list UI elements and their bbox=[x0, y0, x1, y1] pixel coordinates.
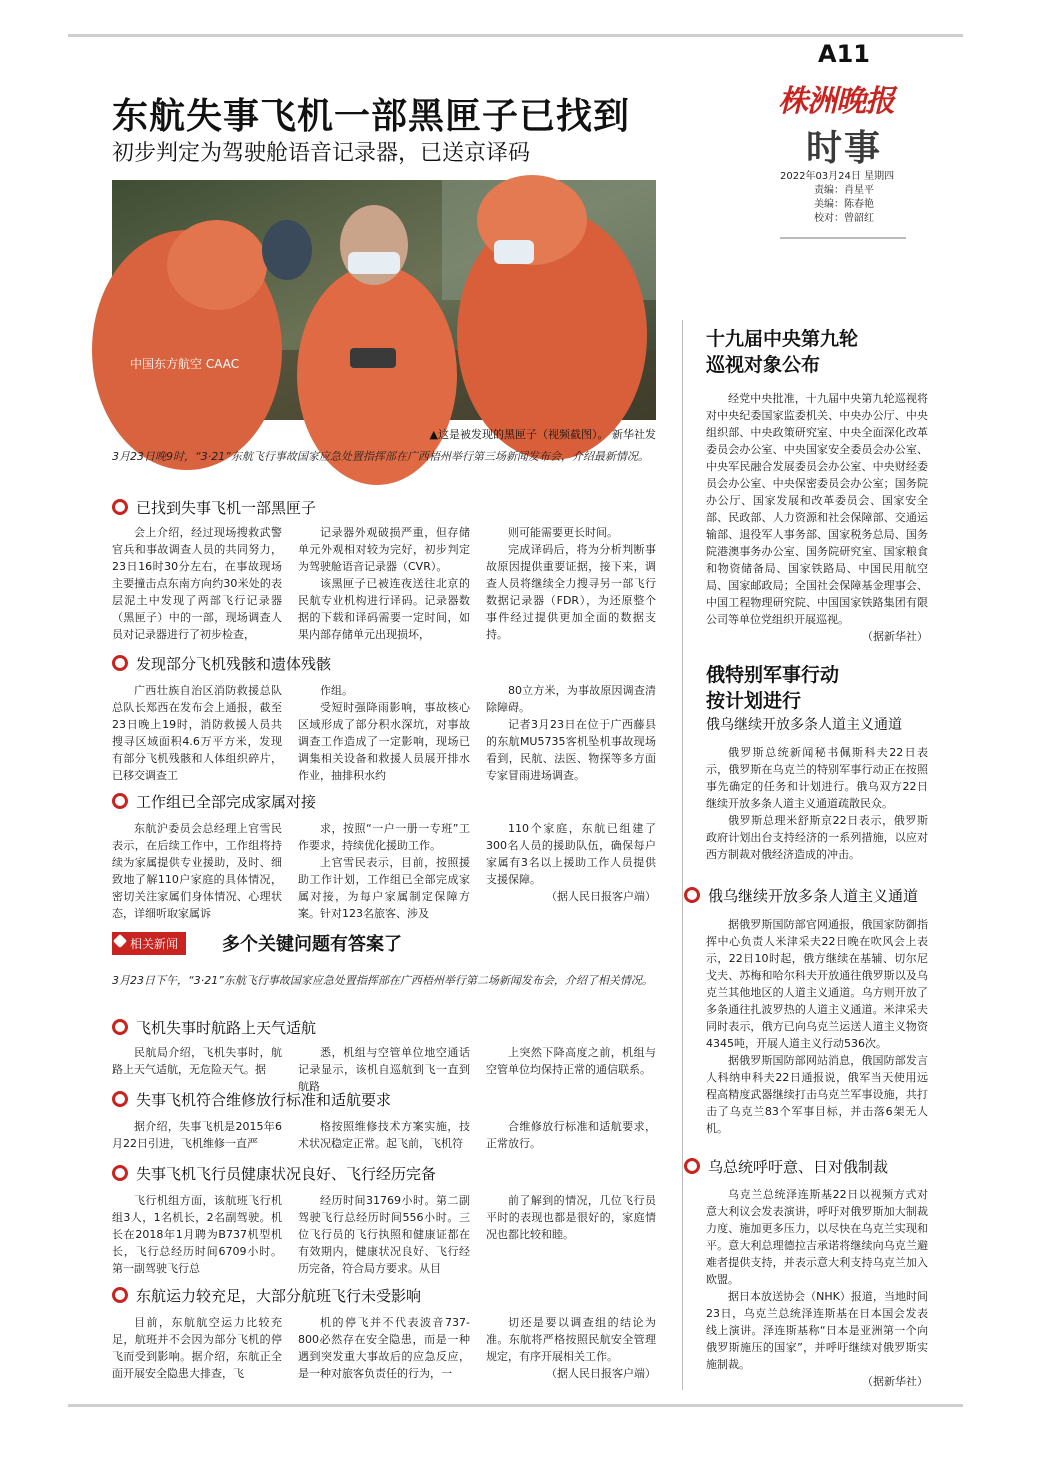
paragraph: 80立方米，为事故原因调查清除障碍。 bbox=[486, 684, 656, 714]
sidebar-column bbox=[706, 390, 928, 643]
subsection-title: 失事飞机飞行员健康状况良好、飞行经历完备 bbox=[136, 1164, 437, 1183]
main-headline: 东航失事飞机一部黑匣子已找到 bbox=[112, 96, 631, 137]
paragraph: 切还是要以调查组的结论为准。东航将严格按照民航安全管理规定，有序开展相关工作。 bbox=[486, 1316, 656, 1363]
article-column bbox=[486, 1044, 656, 1080]
page-number: A11 bbox=[818, 40, 870, 68]
paragraph: 据俄罗斯国防部网站消息，俄国防部发言人科纳申科夫22日通报说，俄军当天使用远程高精度武器继续打击乌克兰军事设施，共打击了乌克兰83个军事目标，并击落6架无人机。 bbox=[706, 1054, 928, 1135]
paragraph: 上突然下降高度之前，机组与空管单位均保持正常的通信联系。 bbox=[486, 1046, 656, 1076]
article-column bbox=[112, 1192, 282, 1278]
paragraph: 会上介绍，经过现场搜救武警官兵和事故调查人员的共同努力，23日16时30分左右，在事故现场主要撞击点东南方向约30米处的表层泥土中发现了两部飞行记录器（黑匣子）中的一部，现场调查人员对记录器进行了初步检查， bbox=[112, 526, 282, 641]
black-box-photo bbox=[112, 180, 656, 420]
related-news-header bbox=[112, 930, 402, 956]
article-column bbox=[486, 1314, 656, 1386]
paragraph: 则可能需要更长时间。 bbox=[508, 526, 618, 539]
article-column bbox=[112, 1044, 282, 1080]
bullet-icon bbox=[112, 1165, 128, 1181]
paragraph: 广西壮族自治区消防救援总队总队长郑西在发布会上通报，截至23日晚上19时，消防救援人员共搜寻区域面积4.6万平方米，发现有部分飞机残骸和人体组织碎片，已移交调查工 bbox=[112, 684, 282, 782]
subsection-title: 乌总统呼吁意、日对俄制裁 bbox=[708, 1157, 889, 1176]
sidebar-column bbox=[706, 916, 928, 1146]
paragraph: 受短时强降雨影响，事故核心区域形成了部分积水深坑，对事故调查工作造成了一定影响，现场已调集相关设备和救援人员展开排水作业，抽排积水约 bbox=[298, 701, 470, 782]
subsection-title: 发现部分飞机残骸和遗体残骸 bbox=[136, 654, 332, 673]
subsection-title: 飞机失事时航路上天气适航 bbox=[136, 1018, 317, 1037]
tag-label: 相关新闻 bbox=[130, 936, 179, 951]
title-line: 俄特别军事行动 bbox=[706, 664, 840, 686]
paragraph: 合维修放行标准和适航要求，正常放行。 bbox=[486, 1120, 656, 1150]
sidebar-story-subtitle: 俄乌继续开放多条人道主义通道 bbox=[706, 717, 902, 733]
article-column bbox=[486, 682, 656, 786]
subsection-heading bbox=[112, 1284, 421, 1306]
title-line: 按计划进行 bbox=[706, 690, 802, 712]
bullet-icon bbox=[684, 887, 700, 903]
paragraph: 该黑匣子已被连夜送往北京的民航专业机构进行译码。记录器数据的下载和译码需要一定时间，如果内部存储单元出现损坏， bbox=[298, 577, 470, 641]
bullet-icon bbox=[112, 1091, 128, 1107]
paragraph: 飞行机组方面，该航班飞行机组3人，1名机长，2名副驾驶。机长在2018年1月聘为B737机型机长，飞行总经历时间6709小时。第一副驾驶飞行总 bbox=[112, 1194, 282, 1275]
sidebar-story-title bbox=[706, 326, 858, 378]
paragraph: 俄罗斯总统新闻秘书佩斯科夫22日表示，俄罗斯在乌克兰的特别军事行动正在按照事先确定的任务和计划进行。俄乌双方22日继续开放多条人道主义通道疏散民众。 bbox=[706, 746, 928, 810]
paragraph: 完成译码后，将为分析判断事故原因提供重要证据，接下来，调查人员将继续全力搜寻另一部飞行数据记录器（FDR），为还原整个事件经过提供更加全面的数据支持。 bbox=[486, 543, 656, 641]
subsection-heading bbox=[112, 1016, 316, 1038]
subsection-title: 失事飞机符合维修放行标准和适航要求 bbox=[136, 1090, 392, 1109]
designer-credit: 美编：陈春艳 bbox=[814, 199, 874, 210]
article-column bbox=[112, 820, 282, 924]
section-name: 时事 bbox=[806, 127, 883, 169]
paragraph: 格按照维修技术方案实施，技术状况稳定正常。起飞前，飞机符 bbox=[298, 1120, 470, 1150]
main-subheadline: 初步判定为驾驶舱语音记录器，已送京译码 bbox=[112, 141, 531, 166]
paragraph: 经历时间31769小时。第二副驾驶飞行总经历时间556小时。三位飞行员的飞行执照和健康证都在有效期内，健康状况良好、飞行经历完备，符合局方要求。从目 bbox=[298, 1194, 470, 1275]
paragraph: 东航沪委员会总经理上官雪民表示，在后续工作中，工作组将持续为家属提供专业援助，及时、细致地了解110户家庭的具体情况，密切关注家属们身体情况、心理状态，详细听取家属诉 bbox=[112, 822, 282, 920]
article-column bbox=[298, 820, 470, 924]
subsection-title: 俄乌继续开放多条人道主义通道 bbox=[708, 886, 919, 905]
article-column bbox=[298, 1118, 470, 1154]
subsection-title: 工作组已全部完成家属对接 bbox=[136, 792, 317, 811]
bottom-rule bbox=[68, 1404, 963, 1407]
issue-date: 2022年03月24日 星期四 bbox=[780, 171, 895, 182]
source-credit: （据新华社） bbox=[862, 1375, 928, 1388]
paragraph: 求，按照“一户一册一专班”工作要求，持续优化援助工作。 bbox=[298, 822, 470, 852]
sidebar-story-title bbox=[706, 662, 839, 714]
sidebar-column bbox=[706, 1186, 928, 1392]
article-column bbox=[112, 682, 282, 786]
bullet-icon bbox=[112, 793, 128, 809]
article-column bbox=[298, 1314, 470, 1386]
editor-credit: 责编：肖星平 bbox=[814, 185, 874, 196]
related-lede: 3月23日下午，“3·21”东航飞行事故国家应急处置指挥部在广西梧州举行第二场新闻发布会，介绍了相关情况。 bbox=[112, 974, 653, 987]
subsection-heading bbox=[112, 790, 316, 812]
paragraph: 俄罗斯总理米舒斯京22日表示，俄罗斯政府计划出台支持经济的一系列措施，以应对西方制裁对俄经济造成的冲击。 bbox=[706, 814, 928, 861]
article-column bbox=[298, 1044, 470, 1093]
article-column bbox=[486, 1192, 656, 1278]
paragraph: 据日本放送协会（NHK）报道，当地时间23日，乌克兰总统泽连斯基在日本国会发表线上演讲。泽连斯基称“日本是亚洲第一个向俄罗斯施压的国家”，并呼吁继续对俄罗斯实施制裁。 bbox=[706, 1290, 928, 1371]
subsection-heading bbox=[112, 1162, 436, 1184]
related-news-tag bbox=[112, 932, 186, 955]
subsection-heading bbox=[684, 884, 918, 906]
paragraph: 110个家庭，东航已组建了300名人员的援助队伍，确保每户家属有3名以上援助工作人员提供支援保障。 bbox=[486, 822, 656, 886]
subsection-heading bbox=[684, 1155, 888, 1177]
bullet-icon bbox=[112, 1287, 128, 1303]
paragraph: 悉，机组与空管单位地空通话记录显示，该机自巡航到飞一直到航路 bbox=[298, 1046, 470, 1093]
vest-logo-text: 中国东方航空 CAAC bbox=[130, 357, 240, 371]
paragraph: 乌克兰总统泽连斯基22日以视频方式对意大利议会发表演讲，呼吁对俄罗斯加大制裁力度、施加更多压力，以尽快在乌克兰实现和平。意大利总理德拉吉承诺将继续向乌克兰避难者提供支持，并表示意大利支持乌克兰加入欧盟。 bbox=[706, 1188, 928, 1286]
article-column bbox=[486, 524, 656, 644]
paragraph: 经党中央批准，十九届中央第九轮巡视将对中央纪委国家监委机关、中央办公厅、中央组织部、中央政策研究室、中央全面深化改革委员会办公室、中央国家安全委员会办公室、中央军民融合发展委员会办公室、中央财经委员会办公室、中央保密委员会办公室；国务院办公厅、国家发展和改革委员会、国家安全部、民政部、人力资源和社会保障部、交通运输部、退役军人事务部、国家税务总局、国务院港澳事务办公室、国务院研究室、国家粮食和物资储备局、国家铁路局、中国民用航空局、国家邮政局；全国社会保障基金理事会、中国工程物理研究院、中国国家铁路集团有限公司等单位党组织开展巡视。 bbox=[706, 392, 928, 626]
source-credit: （据人民日报客户端） bbox=[546, 1367, 656, 1380]
paragraph: 上官雪民表示，目前，按照援助工作计划，工作组已全部完成家属对接，为每户家属制定保障方案。针对123名旅客、涉及 bbox=[298, 856, 470, 920]
article-column bbox=[486, 820, 656, 924]
page-meta bbox=[780, 170, 940, 226]
paragraph: 记录器外观破损严重，但存储单元外观相对较为完好，初步判定为驾驶舱语音记录器（CVR）。 bbox=[298, 526, 470, 573]
photo-illustration bbox=[112, 180, 656, 420]
paragraph: 作组。 bbox=[320, 684, 353, 697]
paragraph: 据介绍，失事飞机是2015年6月22日引进，飞机维修一直严 bbox=[112, 1120, 282, 1150]
paragraph: 民航局介绍，飞机失事时，航路上天气适航，无危险天气。据 bbox=[112, 1046, 282, 1076]
subsection-heading bbox=[112, 1088, 391, 1110]
article-column bbox=[298, 524, 470, 644]
article-column bbox=[112, 524, 282, 644]
subsection-title: 东航运力较充足，大部分航班飞行未受影响 bbox=[136, 1286, 422, 1305]
newspaper-logo: 株洲晚报 bbox=[778, 84, 894, 119]
source-credit: （据新华社） bbox=[862, 630, 928, 643]
pen-icon bbox=[113, 933, 127, 947]
paragraph: 据俄罗斯国防部官网通报，俄国家防御指挥中心负责人米津采夫22日晚在吹风会上表示，22日10时起，俄方继续在基辅、切尔尼戈夫、苏梅和哈尔科夫开放通往俄罗斯以及乌克兰其他地区的人道主义通道。乌方则开放了多条通往扎波罗热的人道主义通道。米津采夫同时表示，俄方已向乌克兰运送人道主义物资4345吨，开展人道主义行动536次。 bbox=[706, 918, 928, 1050]
bullet-icon bbox=[684, 1158, 700, 1174]
bullet-icon bbox=[112, 1019, 128, 1035]
title-line: 巡视对象公布 bbox=[706, 354, 821, 376]
proofreader-credit: 校对：曾韶红 bbox=[814, 213, 874, 224]
sidebar-divider bbox=[682, 320, 683, 1390]
subsection-heading bbox=[112, 652, 331, 674]
paragraph: 记者3月23日在位于广西藤县的东航MU5735客机坠机事故现场看到，民航、法医、物探等多方面专家冒雨进场调查。 bbox=[486, 718, 656, 782]
main-lede: 3月23日晚9时，“3·21”东航飞行事故国家应急处置指挥部在广西梧州举行第三场新闻发布会，介绍最新情况。 bbox=[112, 450, 649, 463]
subsection-heading bbox=[112, 496, 316, 518]
article-column bbox=[112, 1118, 282, 1154]
related-news-title: 多个关键问题有答案了 bbox=[222, 934, 403, 955]
paragraph: 目前，东航航空运力比较充足，航班并不会因为部分飞机的停飞而受到影响。据介绍，东航正全面开展安全隐患大排查，飞 bbox=[112, 1316, 282, 1380]
subsection-title: 已找到失事飞机一部黑匣子 bbox=[136, 498, 317, 517]
article-column bbox=[486, 1118, 656, 1154]
meta-divider bbox=[780, 237, 906, 239]
top-rule bbox=[68, 34, 963, 37]
article-column bbox=[112, 1314, 282, 1386]
photo-caption: ▲这是被发现的黑匣子（视频截图）。 新华社发 bbox=[429, 428, 656, 441]
paragraph: 机的停飞并不代表波音737-800必然存在安全隐患，而是一种遇到突发重大事故后的应急反应，是一种对旅客负责任的行为，一 bbox=[298, 1316, 470, 1380]
article-column bbox=[298, 682, 470, 786]
paragraph: 前了解到的情况，几位飞行员平时的表现也都是很好的，家庭情况也都比较和睦。 bbox=[486, 1194, 656, 1241]
title-line: 十九届中央第九轮 bbox=[706, 328, 859, 350]
bullet-icon bbox=[112, 655, 128, 671]
source-credit: （据人民日报客户端） bbox=[546, 890, 656, 903]
bullet-icon bbox=[112, 499, 128, 515]
sidebar-column bbox=[706, 744, 928, 872]
article-column bbox=[298, 1192, 470, 1278]
